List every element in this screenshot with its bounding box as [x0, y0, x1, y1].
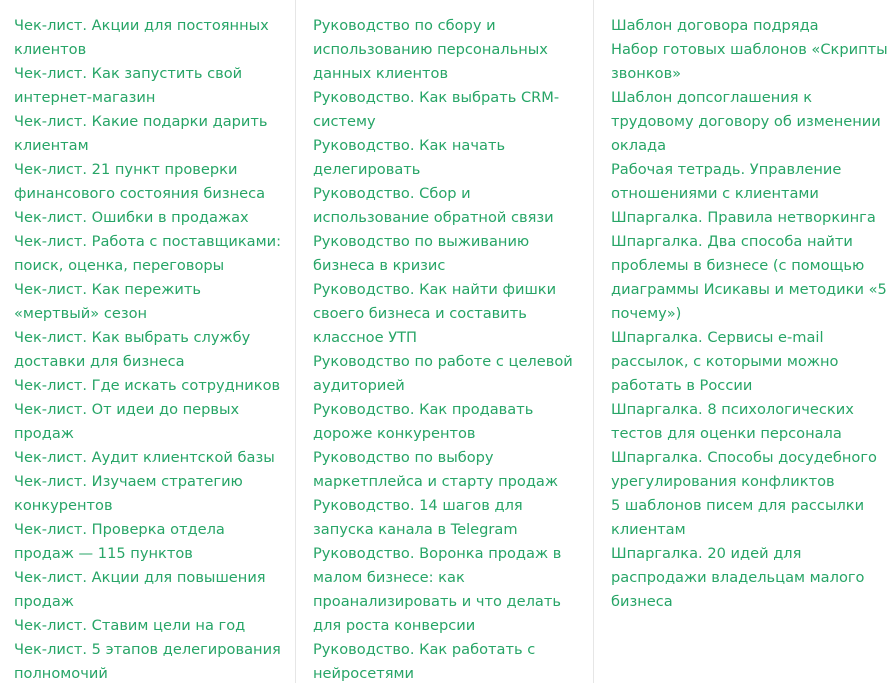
resource-link[interactable]: Шпаргалка. 20 идей для распродажи владельцам малого бизнеса [611, 545, 865, 610]
column-checklists [0, 0, 296, 683]
resource-link[interactable]: Чек-лист. Ошибки в продажах [14, 209, 249, 226]
resource-link[interactable]: Чек-лист. Как запустить свой интернет-магазин [14, 65, 243, 106]
resource-link[interactable]: Чек-лист. От идеи до первых продаж [14, 401, 240, 442]
resource-link[interactable]: Руководство по выживанию бизнеса в кризис [313, 233, 530, 274]
resource-link[interactable]: Чек-лист. Акции для повышения продаж [14, 569, 266, 610]
resource-link[interactable]: Набор готовых шаблонов «Скрипты звонков» [611, 41, 888, 82]
resource-link[interactable]: Руководство. Как найти фишки своего бизнеса и составить классное УТП [313, 281, 557, 346]
resource-link[interactable]: Шпаргалка. 8 психологических тестов для оценки персонала [611, 401, 854, 442]
resource-link[interactable]: Чек-лист. Проверка отдела продаж — 115 пунктов [14, 521, 225, 562]
resource-link[interactable]: Руководство. Как продавать дороже конкурентов [313, 401, 534, 442]
resource-link[interactable]: Чек-лист. 21 пункт проверки финансового состояния бизнеса [14, 161, 266, 202]
resource-link[interactable]: Руководство. Сбор и использование обратной связи [313, 185, 554, 226]
resource-link[interactable]: 5 шаблонов писем для рассылки клиентам [611, 497, 865, 538]
resource-link[interactable]: Руководство. Как начать делегировать [313, 137, 506, 178]
resource-link[interactable]: Чек-лист. Изучаем стратегию конкурентов [14, 473, 243, 514]
resource-link[interactable]: Шпаргалка. Два способа найти проблемы в бизнесе (с помощью диаграммы Исикавы и методики «5 почему») [611, 233, 887, 322]
resource-link[interactable]: Шаблон договора подряда [611, 17, 819, 34]
resource-link[interactable]: Руководство по работе с целевой аудиторией [313, 353, 573, 394]
resource-link[interactable]: Шаблон допсоглашения к трудовому договору об изменении оклада [611, 89, 881, 154]
column-guides [296, 0, 594, 683]
resource-link[interactable]: Чек-лист. Работа с поставщиками: поиск, оценка, переговоры [14, 233, 282, 274]
resource-link[interactable]: Чек-лист. Как пережить «мертвый» сезон [14, 281, 201, 322]
resource-link[interactable]: Чек-лист. Как выбрать службу доставки для бизнеса [14, 329, 251, 370]
resource-link[interactable]: Шпаргалка. Способы досудебного урегулирования конфликтов [611, 449, 877, 490]
resource-link[interactable]: Руководство. Как выбрать CRM-систему [313, 89, 560, 130]
resource-link[interactable]: Руководство по выбору маркетплейса и старту продаж [313, 449, 558, 490]
resource-link[interactable]: Чек-лист. Какие подарки дарить клиентам [14, 113, 268, 154]
resource-link[interactable]: Рабочая тетрадь. Управление отношениями с клиентами [611, 161, 842, 202]
column-templates-cheatsheets [594, 0, 894, 683]
resource-link[interactable]: Чек-лист. Ставим цели на год [14, 617, 246, 634]
resource-link[interactable]: Чек-лист. Аудит клиентской базы [14, 449, 275, 466]
resource-link[interactable]: Руководство по сбору и использованию персональных данных клиентов [313, 17, 548, 82]
resource-link[interactable]: Чек-лист. Где искать сотрудников [14, 377, 281, 394]
resource-link[interactable]: Чек-лист. 5 этапов делегирования полномочий [14, 641, 281, 682]
resource-link[interactable]: Руководство. 14 шагов для запуска канала в Telegram [313, 497, 523, 538]
resource-link[interactable]: Руководство. Как работать с нейросетями [313, 641, 536, 682]
resource-link[interactable]: Шпаргалка. Сервисы e-mail рассылок, с которыми можно работать в России [611, 329, 839, 394]
resource-link[interactable]: Шпаргалка. Правила нетворкинга [611, 209, 876, 226]
resource-link[interactable]: Руководство. Воронка продаж в малом бизнесе: как проанализировать и что делать для роста конверсии [313, 545, 562, 634]
resource-link[interactable]: Чек-лист. Акции для постоянных клиентов [14, 17, 269, 58]
